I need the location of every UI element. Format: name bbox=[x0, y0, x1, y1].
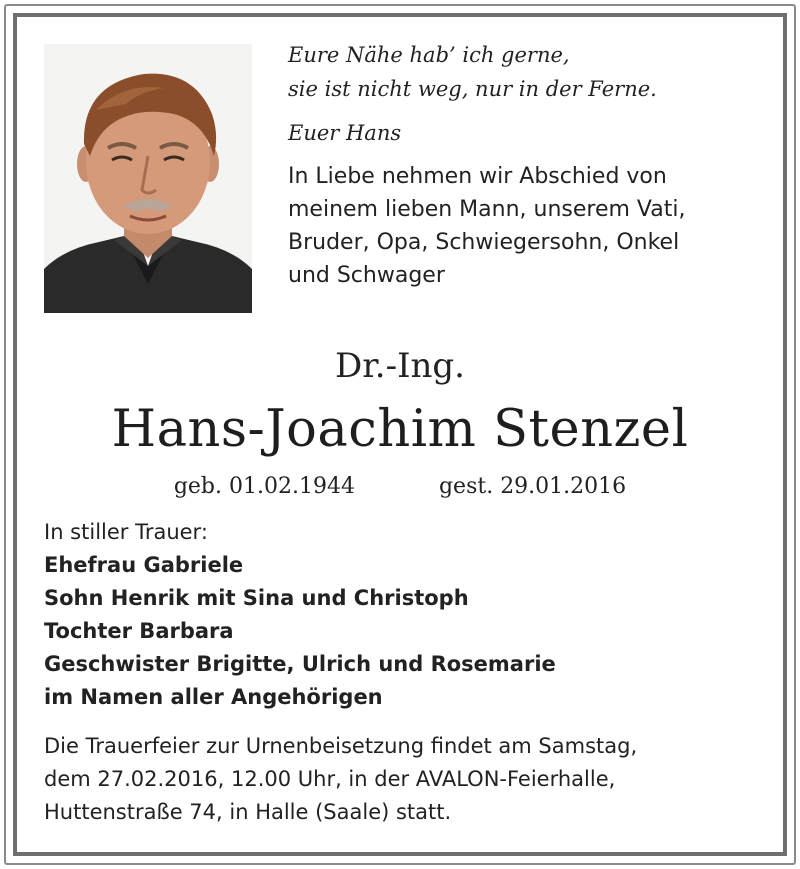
deceased-name: Hans-Joachim Stenzel bbox=[111, 400, 689, 459]
poem-block bbox=[288, 38, 768, 150]
poem-signature: Euer Hans bbox=[288, 121, 402, 145]
poem-line: Eure Nähe hab’ ich gerne, bbox=[288, 43, 570, 67]
ceremony-info bbox=[44, 730, 764, 829]
mourner-entry: Geschwister Brigitte, Ulrich und Rosemarie bbox=[44, 652, 556, 676]
portrait-photo bbox=[44, 44, 252, 313]
ceremony-line: dem 27.02.2016, 12.00 Uhr, in der AVALON-Feierhalle, bbox=[44, 767, 616, 791]
ceremony-line: Die Trauerfeier zur Urnenbeisetzung findet am Samstag, bbox=[44, 734, 638, 758]
mourners-intro: In stiller Trauer: bbox=[44, 520, 208, 544]
mourner-entry: Ehefrau Gabriele bbox=[44, 553, 244, 577]
mourner-entry: im Namen aller Angehörigen bbox=[44, 685, 383, 709]
mourner-entry: Tochter Barbara bbox=[44, 619, 234, 643]
death-date: gest. 29.01.2016 bbox=[438, 474, 627, 499]
poem-line: sie ist nicht weg, nur in der Ferne. bbox=[288, 77, 657, 101]
farewell-line: Bruder, Opa, Schwiegersohn, Onkel bbox=[288, 230, 680, 255]
farewell-line: meinem lieben Mann, unserem Vati, bbox=[288, 197, 686, 222]
farewell-line: In Liebe nehmen wir Abschied von bbox=[288, 164, 667, 189]
farewell-line: und Schwager bbox=[288, 263, 445, 288]
mourners-block bbox=[44, 516, 764, 714]
academic-title: Dr.-Ing. bbox=[335, 346, 465, 386]
life-dates bbox=[0, 470, 800, 504]
farewell-text bbox=[288, 160, 758, 292]
birth-date: geb. 01.02.1944 bbox=[173, 474, 355, 499]
mourner-entry: Sohn Henrik mit Sina und Christoph bbox=[44, 586, 469, 610]
ceremony-line: Huttenstraße 74, in Halle (Saale) statt. bbox=[44, 800, 452, 824]
